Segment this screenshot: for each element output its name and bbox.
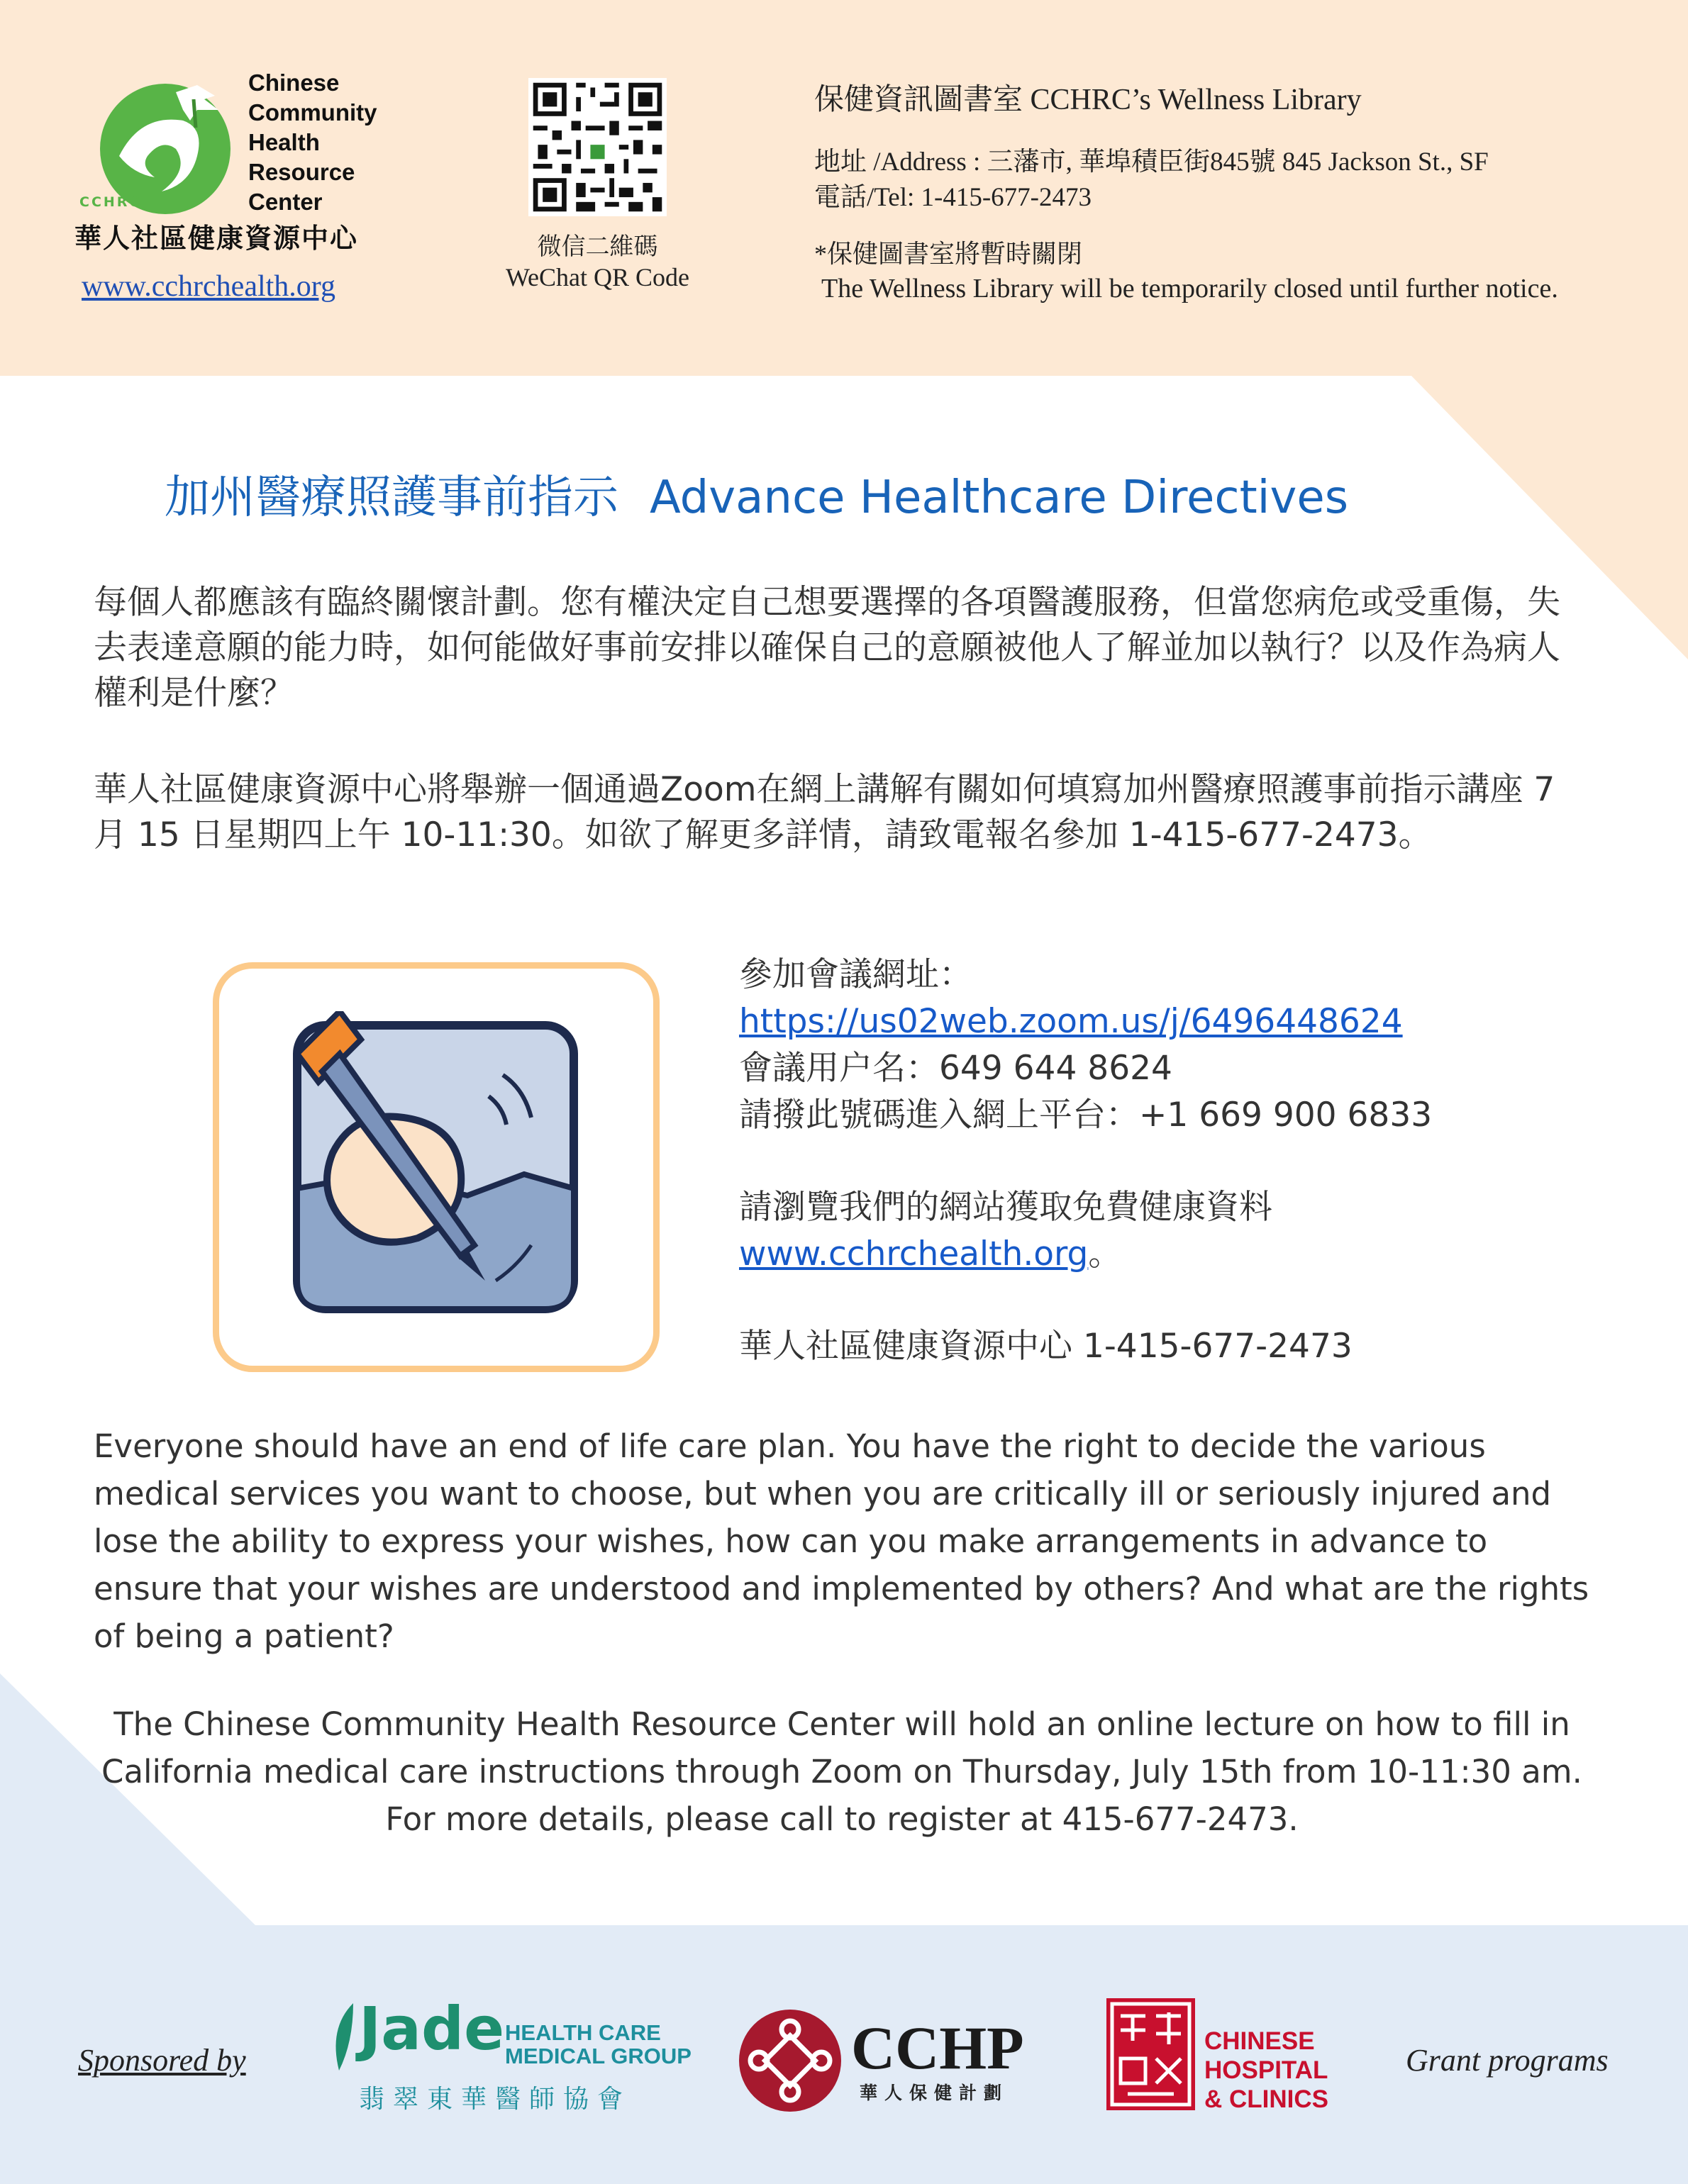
library-notice-chinese: *保健圖書室將暫時關閉	[814, 240, 1083, 268]
jade-logo-subtitle: HEALTH CARE MEDICAL GROUP	[505, 2020, 692, 2068]
library-address: 地址 /Address : 三藩市, 華埠積臣街845號 845 Jackson St., SF	[814, 147, 1489, 177]
cchp-logo-chinese: 華人保健計劃	[860, 2083, 1009, 2103]
grant-programs-label: Grant programs	[1406, 2043, 1609, 2078]
browse-suffix: 。	[1088, 1235, 1122, 1274]
chinese-lecture-paragraph: 華人社區健康資源中心將舉辦一個通過Zoom在網上講解有關如何填寫加州醫療照護事前指示講座 7 月 15 日星期四上午 10-11:30。如欲了解更多詳情，請致電報名參加 1-415-677-2473。	[94, 770, 1555, 854]
zoom-info	[739, 952, 1432, 1370]
chinese-intro-paragraph: 每個人都應該有臨終關懷計劃。您有權決定自己想要選擇的各項醫護服務，但當您病危或受重傷，失去表達意願的能力時，如何能做好事前安排以確保自己的意願被他人了解並加以執行？以及作為病人權利是什麼？	[94, 583, 1560, 713]
logo-chinese-name: 華人社區健康資源中心	[74, 222, 359, 254]
zoom-label: 參加會議網址：	[739, 955, 972, 994]
cchp-logo-word: CCHP	[851, 2014, 1024, 2082]
browse-website-link[interactable]: www.cchrchealth.org	[739, 1235, 1089, 1274]
page-title	[165, 461, 1348, 526]
qr-caption-chinese: 微信二維碼	[537, 233, 658, 261]
logo-abbreviation: CCHRC	[79, 194, 142, 210]
browse-text: 請瀏覽我們的網站獲取免費健康資料	[739, 1188, 1272, 1227]
english-lecture-paragraph: The Chinese Community Health Resource Center will hold an online lecture on how to fill in California medical care instructions through Zoom on Thursday, July 15th from 10-11:30 am. For more details, please call to register at 415-677-2473.	[101, 1705, 1582, 1838]
library-notice-english: The Wellness Library will be temporarily closed until further notice.	[821, 274, 1558, 303]
wechat-qr-code-icon	[528, 78, 667, 216]
library-phone: 電話/Tel: 1-415-677-2473	[814, 183, 1092, 212]
jade-logo-word: Jade	[359, 1994, 505, 2063]
english-intro-paragraph: Everyone should have an end of life care plan. You have the right to decide the various medical services you want to choose, but when you are critically ill or seriously injured and lose the ability to express your wishes, how can you make arrangements in advance to ensure that your wishes are understood and implemented by others? And what are the rights of being a patient?	[94, 1427, 1589, 1655]
hand-writing-icon	[290, 1011, 581, 1316]
library-title: 保健資訊圖書室 CCHRC’s Wellness Library	[814, 84, 1362, 116]
jade-leaf-icon	[325, 2000, 360, 2078]
chinese-hospital-logo-text: CHINESE HOSPITAL & CLINICS	[1204, 2027, 1328, 2113]
contact-line: 華人社區健康資源中心 1-415-677-2473	[739, 1327, 1353, 1366]
chinese-hospital-seal-icon	[1106, 1998, 1195, 2110]
logo-english-name: Chinese Community Health Resource Center	[248, 69, 377, 215]
zoom-dial-in: 請撥此號碼進入網上平台：+1 669 900 6833	[739, 1096, 1433, 1135]
zoom-url-link[interactable]: https://us02web.zoom.us/j/6496448624	[739, 1002, 1403, 1041]
zoom-meeting-id: 會議用户名：649 644 8624	[739, 1049, 1172, 1088]
qr-caption-english: WeChat QR Code	[505, 263, 690, 291]
page-title-chinese: 加州醫療照護事前指示	[165, 472, 618, 524]
website-link[interactable]: www.cchrchealth.org	[82, 270, 336, 303]
cchp-logo-icon	[738, 2008, 843, 2113]
jade-logo-chinese: 翡翠東華醫師協會	[359, 2085, 632, 2114]
page-title-english: Advance Healthcare Directives	[650, 472, 1349, 524]
sponsored-by-label: Sponsored by	[78, 2043, 246, 2078]
writing-hand-illustration	[213, 962, 660, 1372]
